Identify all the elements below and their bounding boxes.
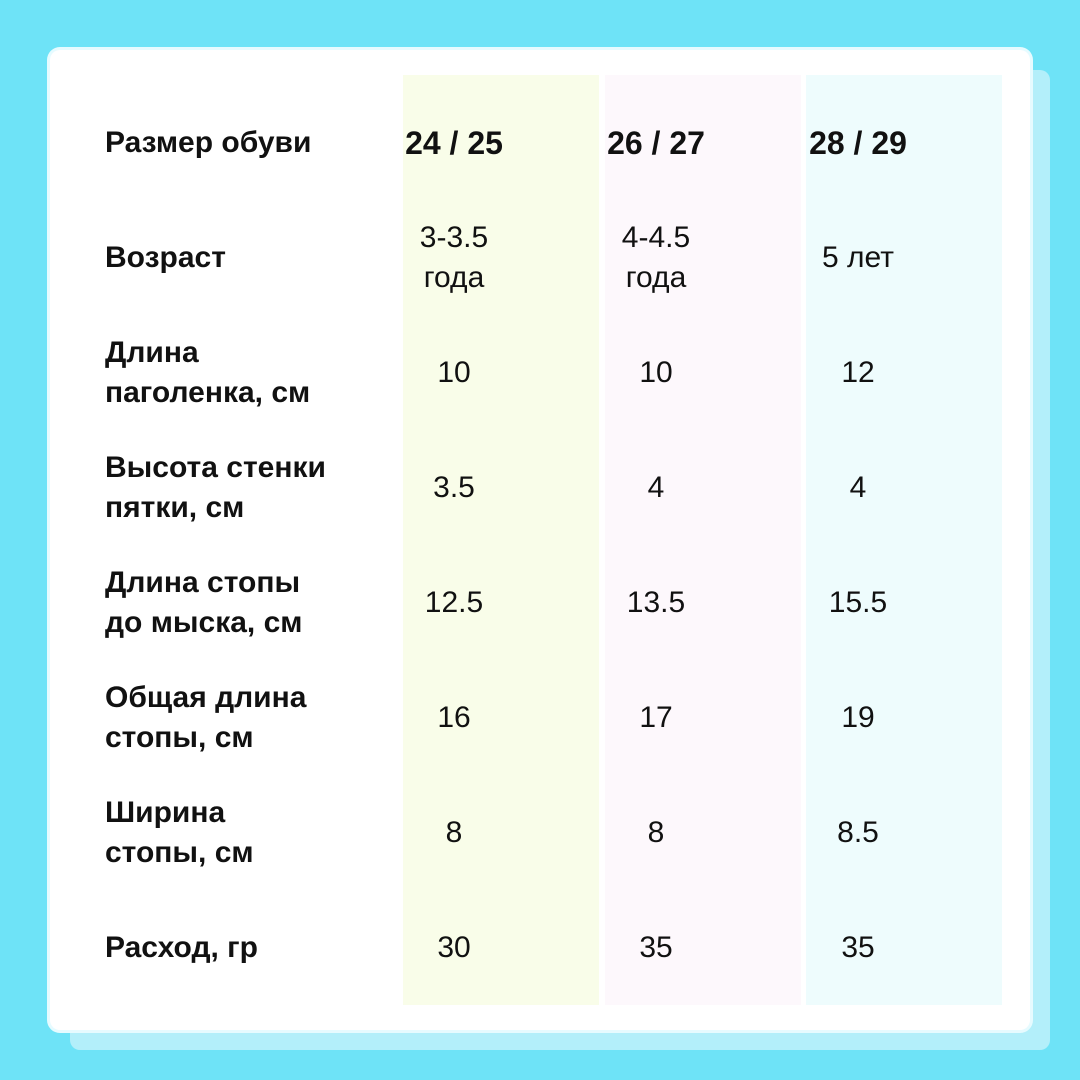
header-size: 24 / 25 — [405, 124, 503, 161]
table-cell — [757, 200, 959, 315]
table-row-total-length — [105, 660, 959, 775]
row-label-line: Ширина — [105, 795, 226, 829]
row-label — [105, 775, 353, 890]
header-size: 28 / 29 — [809, 124, 907, 161]
table-row-foot-to-toe — [105, 545, 959, 660]
row-label-line: Длина стопы — [105, 565, 301, 599]
header-label: Размер обуви — [105, 125, 312, 159]
row-label — [105, 545, 353, 660]
table-cell: 3.5 — [433, 470, 475, 504]
table-cell — [353, 200, 555, 315]
row-label-line: стопы, см — [105, 720, 254, 754]
table-cell: 10 — [639, 355, 673, 389]
table-cell: 16 — [437, 700, 471, 734]
table-cell: 8 — [445, 815, 463, 849]
table-row-yarn-usage — [105, 890, 959, 1005]
row-label-line: Высота стенки — [105, 450, 326, 484]
table-cell: 15.5 — [828, 585, 888, 619]
row-label-line: Возраст — [105, 240, 226, 274]
table-cell: 12 — [841, 355, 875, 389]
table-cell: 8.5 — [837, 815, 879, 849]
table-cell: 12.5 — [424, 585, 484, 619]
table-cell: 4 — [647, 470, 665, 504]
table-cell: 10 — [437, 355, 471, 389]
table-row-foot-width — [105, 775, 959, 890]
row-label — [105, 890, 353, 1005]
row-label-line: до мыска, см — [105, 605, 303, 639]
table-cell: 17 — [639, 700, 673, 734]
table-header-row — [105, 85, 959, 200]
row-label-line: стопы, см — [105, 835, 254, 869]
table-row-shaft-length — [105, 315, 959, 430]
row-label — [105, 660, 353, 775]
table-cell: 19 — [841, 700, 875, 734]
row-label — [105, 430, 353, 545]
table-row-age — [105, 200, 959, 315]
cell-line: 5 лет — [822, 240, 894, 274]
size-chart-card — [50, 50, 1030, 1030]
cell-line: года — [423, 260, 485, 294]
header-size: 26 / 27 — [607, 124, 705, 161]
cell-line: года — [625, 260, 687, 294]
table-cell: 4 — [849, 470, 867, 504]
row-label — [105, 315, 353, 430]
row-label-line: пятки, см — [105, 490, 245, 524]
cell-line: 3-3.5 — [419, 220, 489, 254]
table-cell: 8 — [647, 815, 665, 849]
cell-line: 4-4.5 — [621, 220, 691, 254]
size-table — [105, 85, 959, 1005]
table-row-heel-height — [105, 430, 959, 545]
row-label-line: Общая длина — [105, 680, 307, 714]
table-cell: 35 — [841, 930, 875, 964]
table-cell — [555, 200, 757, 315]
row-label — [105, 200, 353, 315]
table-cell: 13.5 — [626, 585, 686, 619]
row-label-line: Длина — [105, 335, 199, 369]
row-label-line: Расход, гр — [105, 930, 258, 964]
table-cell: 35 — [639, 930, 673, 964]
table-cell: 30 — [437, 930, 471, 964]
row-label-line: паголенка, см — [105, 375, 311, 409]
